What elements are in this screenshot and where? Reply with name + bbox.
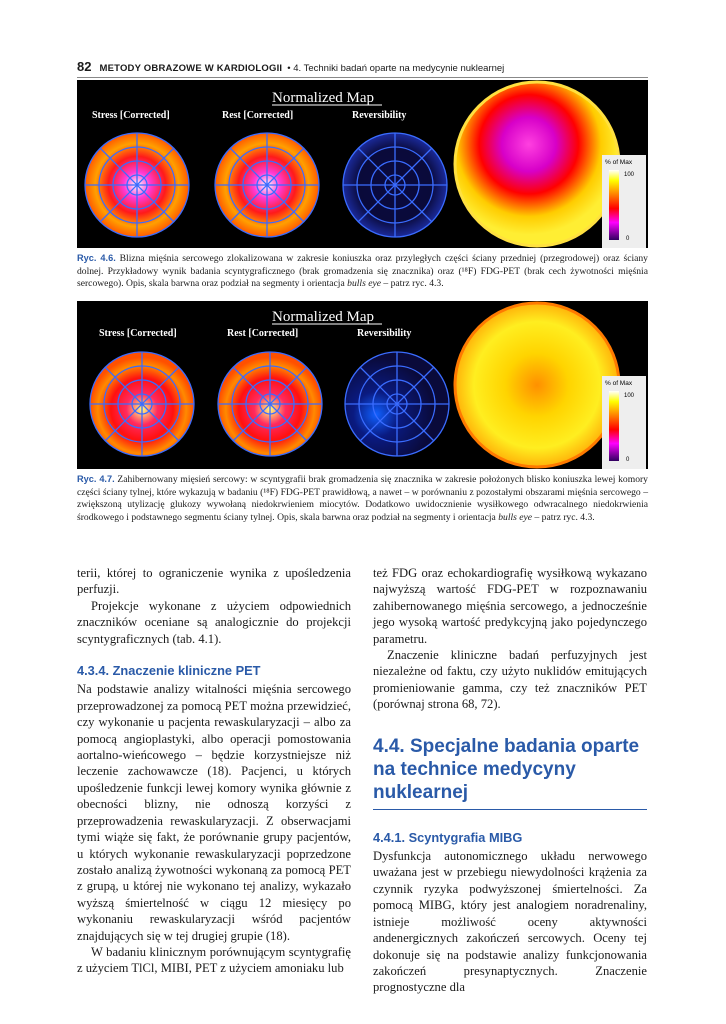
caption-italic: bulls eye — [498, 511, 533, 523]
caption-label: Ryc. 4.7. — [77, 474, 115, 484]
caption-label: Ryc. 4.6. — [77, 253, 116, 263]
label-stress: Stress [Corrected] — [99, 328, 177, 339]
section-heading-4-3-4: 4.3.4. Znaczenie kliniczne PET — [77, 663, 261, 679]
color-scale-bar — [609, 170, 619, 240]
scale-max: 100 — [624, 393, 635, 399]
label-stress: Stress [Corrected] — [92, 110, 170, 121]
paragraph: Na podstawie analizy witalności mięśnia sercowego przeprowadzonej za pomocą PET można przewidzieć, czy wykonanie u pacjenta rewaskularyzacji – albo za pomocą angioplastyki, albo operacji pomostowania aortalno-wieńcowego – będzie korzystniejsze niż leczenie zachowawcze (18). Pacjenci, u których upośledzenie funkcji lewej komory wynika głównie z obecności blizny, nie odnoszą korzyści z przeprowadzenia rewaskularyzacji. Z obserwacjami tymi wiąże się fakt, że porównanie grupy pacjentów, u których wykonanie rewaskularyzacji poprzedzone zostało analizą żywotności wykonaną za pomocą PET z grupą, u której nie wykonano tej analizy, wykazało wyższą śmiertelność w ciągu 12 miesięcy po wykonaniu rewaskularyzacji wśród pacjentów znajdujących się w tej drugiej grupie (18). — [77, 682, 351, 943]
figure-4-7 — [77, 301, 648, 469]
scale-min: 0 — [626, 457, 630, 463]
scale-title: % of Max — [605, 159, 633, 166]
label-reversibility: Reversibility — [352, 110, 407, 121]
figure-title: Normalized Map — [272, 90, 375, 106]
paragraph: też FDG oraz echokardiografię wysiłkową wykazano najwyższą wartość FDG-PET w rozpoznawaniu zahibernowanego mięśnia sercowego, a jednocześnie jego wysoką wartość predykcyjną jako pojedynczego parametru. — [373, 566, 647, 646]
stress-polar-map — [85, 133, 189, 237]
book-title: METODY OBRAZOWE W KARDIOLOGII — [99, 63, 283, 74]
figure-4-6 — [77, 80, 648, 248]
scale-max: 100 — [624, 172, 635, 178]
reversibility-polar-map — [345, 352, 449, 456]
right-column — [373, 565, 647, 996]
running-header — [77, 56, 648, 78]
page-number: 82 — [77, 59, 92, 74]
caption-end: – patrz ryc. 4.3. — [534, 511, 595, 523]
rest-polar-map — [215, 133, 319, 237]
label-reversibility: Reversibility — [357, 328, 412, 339]
reversibility-polar-map — [343, 133, 447, 237]
section-heading-4-4: 4.4. Specjalne badania oparte na technice medycyny nuklearnej — [373, 735, 647, 810]
caption-end: – patrz ryc. 4.3. — [383, 278, 444, 289]
label-rest: Rest [Corrected] — [222, 110, 294, 121]
caption-italic: bulls eye — [347, 278, 381, 289]
figure-title: Normalized Map — [272, 309, 375, 325]
paragraph: terii, której to ograniczenie wynika z upośledzenia perfuzji. — [77, 566, 351, 597]
caption-text: Zahibernowany mięsień sercowy: w scyntygrafii brak gromadzenia się znacznika w zakresie położonych blisko koniuszka lewej komory części ściany tylnej, które wykazują w badaniu (¹⁸F) FDG-PET prawidłową, a nawet – w porównaniu z pozostałymi obszarami mięśnia sercowego – zwiększoną utylizację glukozy wywołaną niedokrwieniem miocytów. Dodatkowo uwidocznienie wysiłkowego odwracalnego niedokrwienia środkowego i podstawnego segmentu ściany tylnej. Opis, skala barwna oraz podział na segmenty i orientacja — [77, 474, 648, 523]
color-scale-bar — [609, 391, 619, 461]
caption-4-7 — [77, 473, 648, 524]
chapter-title: • 4. Techniki badań oparte na medycynie nuklearnej — [287, 63, 505, 74]
left-column — [77, 565, 351, 977]
paragraph: Znaczenie kliniczne badań perfuzyjnych jest niezależne od faktu, czy użyto nuklidów emitujących promieniowanie gamma, czy też znaczników PET (porównaj strona 68, 72). — [373, 648, 647, 712]
paragraph: Dysfunkcja autonomicznego układu nerwowego uważana jest w przebiegu niewydolności krążenia za czynnik ryzyka podwyższonej śmiertelności. Za pomocą MIBG, który jest analogiem noradrenaliny, istnieje możliwość oceny aktywności andenergicznych zakończeń sercowych. Oceny tej dokonuje się na podstawie analizy funkcjonowania zakończeń presynaptycznych. Znaczenie prognostyczne dla — [373, 849, 647, 995]
stress-polar-map — [90, 352, 194, 456]
rest-polar-map — [218, 352, 322, 456]
scale-title: % of Max — [605, 380, 633, 387]
scale-min: 0 — [626, 236, 630, 242]
paragraph: Projekcje wykonane z użyciem odpowiednich znaczników oceniane są analogicznie do projekcji scyntygraficznych (tab. 4.1). — [77, 598, 351, 646]
paragraph: W badaniu klinicznym porównującym scyntygrafię z użyciem TlCl, MIBI, PET z użyciem amoniaku lub — [77, 944, 351, 976]
label-rest: Rest [Corrected] — [227, 328, 299, 339]
color-scale-box — [602, 376, 646, 469]
color-scale-box — [602, 155, 646, 248]
pet-polar-map — [455, 303, 619, 467]
caption-text: Blizna mięśnia sercowego zlokalizowana w zakresie koniuszka oraz przyległych części ściany przedniej (przegrodowej) oraz ściany dolnej. Przykładowy wynik badania scyntygraficznego (brak gromadzenia się znacznika) oraz (¹⁸F) FDG-PET (brak cech żywotności mięśnia sercowego). Opis, skala barwna oraz podział na segmenty i orientacja — [77, 253, 648, 289]
caption-4-6 — [77, 252, 648, 291]
section-heading-4-4-1: 4.4.1. Scyntygrafia MIBG — [373, 829, 523, 845]
pet-polar-map — [455, 82, 619, 246]
